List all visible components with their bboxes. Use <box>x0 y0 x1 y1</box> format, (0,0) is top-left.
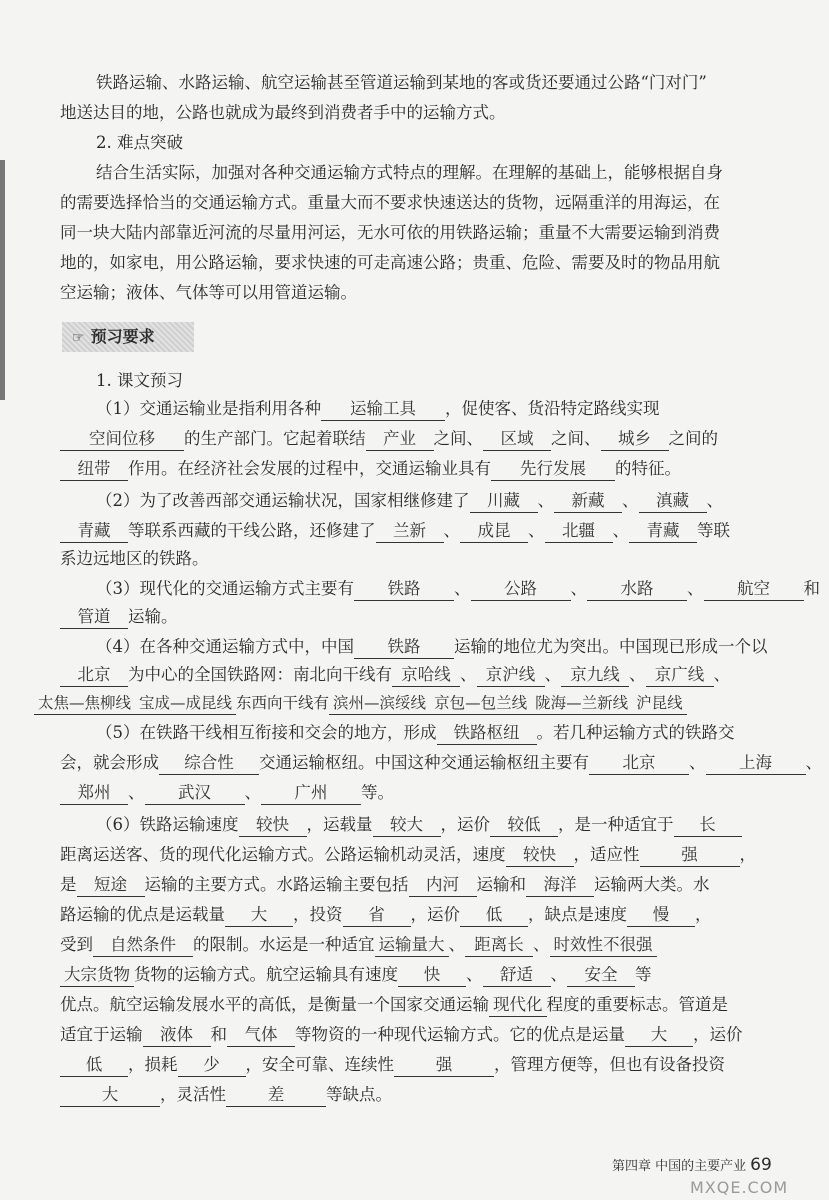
answer-blank: 水路 <box>587 578 687 601</box>
q1-line-3: 纽带 作用。在经济社会发展的过程中，交通运输业具有 先行发展 的特征。 <box>60 458 770 481</box>
answer-blank: 成昆 <box>460 520 528 543</box>
answer-blank: 京广线 <box>646 664 714 687</box>
answer-blank: 京哈线 <box>392 664 460 687</box>
answer-blank: 纽带 <box>60 458 128 481</box>
answer-blank: 产业 <box>366 428 434 451</box>
binding-edge <box>0 160 5 400</box>
chapter-title: 第四章 中国的主要产业 <box>612 1159 747 1174</box>
answer-blank: 郑州 <box>60 782 128 805</box>
answer-blank: 新藏 <box>554 490 622 513</box>
section-title: 预习要求 <box>90 327 155 346</box>
answer-blank: 滨州—滨绥线 <box>329 692 430 715</box>
answer-blank: 铁路枢纽 <box>437 722 537 745</box>
answer-blank: 快 <box>398 964 466 987</box>
q1-line-2: 空间位移 的生产部门。它起着联结 产业 之间、 区域 之间、 城乡 之间的 <box>60 428 770 451</box>
q4-line-1: （4）在各种交通运输方式中，中国 铁路 运输的地位尤为突出。中国现已形成一个以 <box>96 636 776 659</box>
answer-blank: 强 <box>394 1054 494 1077</box>
q4-line-2: 北京 为中心的全国铁路网：南北向干线有 京哈线 、 京沪线 、 京九线 、 京广线 、 <box>60 664 770 687</box>
answer-blank: 广州 <box>261 782 361 805</box>
hand-pointer-icon: ☞ <box>72 330 85 346</box>
answer-blank: 青藏 <box>60 520 128 543</box>
answer-blank: 内河 <box>409 874 477 897</box>
answer-blank: 自然条件 <box>93 934 193 957</box>
answer-blank: 川藏 <box>470 490 538 513</box>
answer-blank: 安全 <box>567 964 635 987</box>
answer-blank: 先行发展 <box>491 458 615 481</box>
q6-line-8: 适宜于运输 液体 和 气体 等物资的一种现代运输方式。它的优点是运量 大 ，运价 <box>60 1024 770 1047</box>
q3-line-2: 管道 运输。 <box>60 606 770 629</box>
preview-heading: 1. 课文预习 <box>96 371 183 390</box>
q6-line-10: 大 ，灵活性 差 等缺点。 <box>60 1084 770 1107</box>
answer-blank: 京沪线 <box>477 664 545 687</box>
page-footer <box>612 1150 812 1180</box>
difficulty-heading: 2. 难点突破 <box>96 133 183 152</box>
difficulty-line-5: 空运输；液体、气体等可以用管道运输。 <box>60 283 357 302</box>
answer-blank: 城乡 <box>601 428 669 451</box>
q6-line-4: 路运输的优点是运载量 大 ，投资 省 ，运价 低 ，缺点是速度 慢 ， <box>60 904 770 927</box>
answer-blank: 较快 <box>506 844 574 867</box>
answer-blank: 慢 <box>627 904 695 927</box>
answer-blank: 现代化 <box>489 994 547 1017</box>
q2-line-2: 青藏 等联系西藏的干线公路，还修建了 兰新 、 成昆 、 北疆 、 青藏 等联 <box>60 520 770 543</box>
answer-blank: 运输量大 <box>375 934 449 957</box>
answer-blank: 京九线 <box>561 664 629 687</box>
q6-line-7: 优点。航空运输发展水平的高低，是衡量一个国家交通运输 现代化 程度的重要标志。管道是 <box>60 994 770 1017</box>
answer-blank: 北疆 <box>545 520 613 543</box>
answer-blank: 大宗货物 <box>60 964 134 987</box>
answer-blank: 公路 <box>471 578 571 601</box>
answer-blank: 陇海—兰新线 <box>531 692 632 715</box>
q6-line-2: 距离运送客、货的现代化运输方式。公路运输机动灵活，速度 较快 ，适应性 强 ， <box>60 844 770 867</box>
answer-blank: 京包—包兰线 <box>430 692 531 715</box>
answer-blank: 较快 <box>239 814 307 837</box>
watermark: MXQE.COM <box>690 1178 789 1197</box>
q5-line-2: 会，就会形成 综合性 交通运输枢纽。中国这种交通运输枢纽主要有 北京 、 上海 、 <box>60 752 770 775</box>
answer-blank: 兰新 <box>376 520 444 543</box>
q6-line-3: 是 短途 运输的主要方式。水路运输主要包括 内河 运输和 海洋 运输两大类。水 <box>60 874 770 897</box>
answer-blank: 强 <box>640 844 740 867</box>
q1-line-1: （1）交通运输业是指利用各种 运输工具 ，促使客、货沿特定路线实现 <box>96 398 776 421</box>
answer-blank: 区域 <box>483 428 551 451</box>
answer-blank: 铁路 <box>354 636 454 659</box>
answer-blank: 短途 <box>77 874 145 897</box>
difficulty-line-1: 结合生活实际，加强对各种交通运输方式特点的理解。在理解的基础上，能够根据自身 <box>96 163 723 182</box>
answer-blank: 空间位移 <box>60 428 184 451</box>
q5-line-3: 郑州 、 武汉 、 广州 等。 <box>60 782 770 805</box>
answer-blank: 海洋 <box>526 874 594 897</box>
answer-blank: 武汉 <box>145 782 245 805</box>
difficulty-line-4: 地的，如家电，用公路运输，要求快速的可走高速公路；贵重、危险、需要及时的物品用航 <box>60 253 720 272</box>
answer-blank: 大 <box>60 1084 160 1107</box>
q6-line-9: 低 ，损耗 少 ，安全可靠、连续性 强 ，管理方便等，但也有设备投资 <box>60 1054 770 1077</box>
intro-line-2: 地送达目的地，公路也就成为最终到消费者手中的运输方式。 <box>60 103 506 122</box>
answer-blank: 大 <box>625 1024 693 1047</box>
section-tag <box>62 322 194 352</box>
answer-blank: 航空 <box>704 578 804 601</box>
answer-blank: 差 <box>226 1084 326 1107</box>
answer-blank: 较大 <box>373 814 441 837</box>
answer-blank: 少 <box>178 1054 246 1077</box>
answer-blank: 铁路 <box>354 578 454 601</box>
q2-line-1: （2）为了改善西部交通运输状况，国家相继修建了 川藏 、 新藏 、 滇藏 、 <box>96 490 776 513</box>
answer-blank: 沪昆线 <box>632 692 687 715</box>
q6-line-1: （6）铁路运输速度 较快 ，运载量 较大 ，运价 较低 ，是一种适宜于 长 <box>96 814 776 837</box>
answer-blank: 运输工具 <box>321 398 445 421</box>
answer-blank: 低 <box>460 904 528 927</box>
q6-line-6: 大宗货物 货物的运输方式。航空运输具有速度 快 、 舒适 、 安全 等 <box>60 964 770 987</box>
answer-blank: 低 <box>60 1054 128 1077</box>
answer-blank: 管道 <box>60 606 128 629</box>
q2-line-3: 系边远地区的铁路。 <box>60 549 209 568</box>
page-number: 69 <box>750 1155 772 1175</box>
answer-blank: 青藏 <box>629 520 697 543</box>
answer-blank: 液体 <box>143 1024 211 1047</box>
intro-line-1: 铁路运输、水路运输、航空运输甚至管道运输到某地的客或货还要通过公路“门对门” <box>96 73 707 92</box>
q5-line-1: （5）在铁路干线相互衔接和交会的地方，形成 铁路枢纽 。若几种运输方式的铁路交 <box>96 722 776 745</box>
answer-blank: 北京 <box>60 664 128 687</box>
q6-line-5: 受到 自然条件 的限制。水运是一种适宜 运输量大 、 距离长 、 时效性不很强 <box>60 934 770 957</box>
answer-blank: 滇藏 <box>639 490 707 513</box>
answer-blank: 省 <box>343 904 411 927</box>
answer-blank: 较低 <box>490 814 558 837</box>
answer-blank: 距离长 <box>465 934 533 957</box>
answer-blank: 上海 <box>706 752 806 775</box>
answer-blank: 气体 <box>227 1024 295 1047</box>
answer-blank: 宝成—成昆线 <box>135 692 236 715</box>
answer-blank: 综合性 <box>159 752 259 775</box>
answer-blank: 北京 <box>589 752 689 775</box>
answer-blank: 舒适 <box>483 964 551 987</box>
answer-blank: 大 <box>225 904 293 927</box>
answer-blank: 时效性不很强 <box>550 934 657 957</box>
q4-line-3: 太焦—焦柳线 宝成—成昆线 东西向干线有 滨州—滨绥线 京包—包兰线 陇海—兰新线 沪昆线 <box>34 692 784 715</box>
q3-line-1: （3）现代化的交通运输方式主要有 铁路 、 公路 、 水路 、 航空 和 <box>96 578 776 601</box>
difficulty-line-2: 的需要选择恰当的交通运输方式。重量大而不要求快速送达的货物，远隔重洋的用海运，在 <box>60 193 720 212</box>
answer-blank: 太焦—焦柳线 <box>34 692 135 715</box>
answer-blank: 长 <box>674 814 742 837</box>
difficulty-line-3: 同一块大陆内部靠近河流的尽量用河运，无水可依的用铁路运输；重量不大需要运输到消费 <box>60 223 720 242</box>
